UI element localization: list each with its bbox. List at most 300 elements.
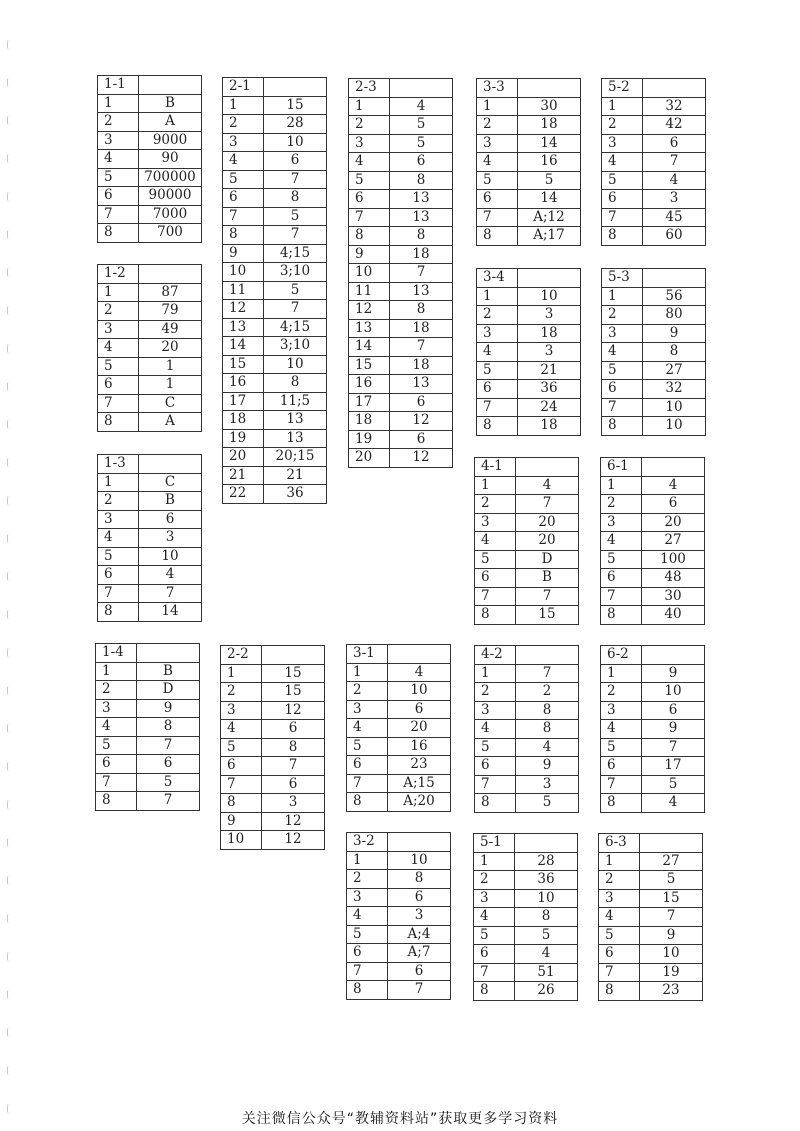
- punch-mark: [7, 838, 11, 847]
- question-number: 6: [347, 756, 388, 775]
- answer-value: 14: [139, 603, 202, 622]
- answer-value: 20: [388, 719, 451, 738]
- table-row: [475, 757, 579, 776]
- punch-mark: [7, 724, 11, 733]
- table-title-blank: [139, 76, 202, 95]
- answer-value: 4;15: [264, 244, 327, 263]
- question-number: 3: [98, 320, 139, 339]
- table-title: 1-4: [96, 644, 137, 663]
- answer-value: 11;5: [264, 392, 327, 411]
- answer-value: 5: [518, 171, 581, 190]
- table-row: [98, 584, 202, 603]
- answer-value: B: [139, 94, 202, 113]
- table-row: [98, 94, 202, 113]
- answer-value: 4: [643, 171, 706, 190]
- answer-value: 12: [390, 449, 453, 468]
- table-row: [347, 774, 451, 793]
- question-number: 4: [601, 720, 642, 739]
- answer-value: 1: [139, 376, 202, 395]
- answer-value: A;17: [518, 227, 581, 246]
- table-row: [349, 97, 453, 116]
- question-number: 4: [474, 908, 515, 927]
- table-row: [475, 683, 579, 702]
- answer-value: 10: [515, 889, 578, 908]
- table-title-blank: [643, 269, 706, 288]
- table-row: [347, 737, 451, 756]
- question-number: 4: [221, 720, 262, 739]
- answer-value: A;7: [388, 944, 451, 963]
- answer-table-4-1: [474, 457, 579, 625]
- question-number: 3: [599, 889, 640, 908]
- table-row: [475, 606, 579, 625]
- table-title-blank: [139, 455, 202, 474]
- answer-value: 15: [516, 606, 579, 625]
- table-row: [223, 448, 327, 467]
- punch-mark: [7, 762, 11, 771]
- answer-value: 5: [137, 773, 200, 792]
- question-number: 5: [474, 926, 515, 945]
- table-row: [96, 699, 200, 718]
- table-row: [601, 513, 705, 532]
- table-row: [602, 287, 706, 306]
- table-title-blank: [516, 646, 579, 665]
- answer-value: D: [137, 681, 200, 700]
- question-number: 6: [477, 380, 518, 399]
- table-row: [347, 663, 451, 682]
- question-number: 15: [349, 356, 390, 375]
- table-title-blank: [518, 79, 581, 98]
- table-row: [477, 116, 581, 135]
- question-number: 1: [601, 476, 642, 495]
- question-number: 6: [602, 380, 643, 399]
- answer-value: 20;15: [264, 448, 327, 467]
- question-number: 7: [98, 394, 139, 413]
- question-number: 11: [223, 281, 264, 300]
- table-row: [602, 380, 706, 399]
- question-number: 8: [347, 793, 388, 812]
- table-header-row: [599, 834, 703, 853]
- answer-value: 8: [515, 908, 578, 927]
- answer-value: 7: [516, 495, 579, 514]
- answer-value: 18: [390, 356, 453, 375]
- table-row: [349, 171, 453, 190]
- answer-value: 28: [264, 115, 327, 134]
- answer-value: 5: [640, 871, 703, 890]
- table-row: [477, 306, 581, 325]
- table-header-row: [98, 76, 202, 95]
- question-number: 3: [349, 134, 390, 153]
- answer-value: 6: [390, 393, 453, 412]
- question-number: 10: [223, 263, 264, 282]
- question-number: 4: [475, 720, 516, 739]
- answer-value: 18: [390, 319, 453, 338]
- table-title-blank: [516, 458, 579, 477]
- table-header-row: [96, 644, 200, 663]
- answer-value: 5: [390, 134, 453, 153]
- table-row: [599, 982, 703, 1001]
- answer-value: 8: [643, 343, 706, 362]
- table-header-row: [474, 834, 578, 853]
- punch-mark: [7, 268, 11, 277]
- table-row: [474, 871, 578, 890]
- answer-value: 3: [388, 907, 451, 926]
- table-row: [98, 113, 202, 132]
- table-row: [223, 485, 327, 504]
- question-number: 1: [223, 96, 264, 115]
- answer-value: 4: [139, 566, 202, 585]
- table-row: [347, 981, 451, 1000]
- table-row: [475, 587, 579, 606]
- question-number: 4: [601, 532, 642, 551]
- table-row: [349, 282, 453, 301]
- table-row: [96, 773, 200, 792]
- table-row: [98, 529, 202, 548]
- answer-value: 19: [640, 963, 703, 982]
- answer-value: 9000: [139, 131, 202, 150]
- table-row: [601, 738, 705, 757]
- question-number: 2: [477, 116, 518, 135]
- table-title: 6-2: [601, 646, 642, 665]
- answer-value: 8: [137, 718, 200, 737]
- answer-value: B: [139, 492, 202, 511]
- answer-value: 8: [390, 301, 453, 320]
- table-row: [477, 208, 581, 227]
- question-number: 3: [221, 701, 262, 720]
- answer-value: 13: [390, 282, 453, 301]
- question-number: 7: [98, 584, 139, 603]
- table-row: [349, 412, 453, 431]
- answer-value: 12: [262, 831, 325, 850]
- answer-value: 10: [642, 683, 705, 702]
- answer-value: 18: [518, 324, 581, 343]
- question-number: 4: [223, 152, 264, 171]
- question-number: 8: [601, 606, 642, 625]
- question-number: 3: [98, 131, 139, 150]
- table-title-blank: [388, 645, 451, 664]
- question-number: 5: [602, 171, 643, 190]
- answer-table-1-4: [95, 643, 200, 811]
- answer-value: 8: [516, 701, 579, 720]
- table-row: [602, 153, 706, 172]
- question-number: 6: [475, 569, 516, 588]
- question-number: 5: [347, 925, 388, 944]
- answer-value: 7: [137, 792, 200, 811]
- answer-table-3-3: [476, 78, 581, 246]
- answer-value: 10: [643, 398, 706, 417]
- question-number: 8: [98, 224, 139, 243]
- table-row: [221, 831, 325, 850]
- answer-value: 6: [390, 153, 453, 172]
- table-header-row: [349, 79, 453, 98]
- table-row: [347, 925, 451, 944]
- question-number: 7: [601, 775, 642, 794]
- answer-value: 3: [139, 529, 202, 548]
- question-number: 2: [98, 302, 139, 321]
- answer-table-2-2: [220, 645, 325, 850]
- answer-value: 32: [643, 380, 706, 399]
- answer-value: 8: [264, 189, 327, 208]
- question-number: 7: [349, 208, 390, 227]
- table-row: [98, 131, 202, 150]
- table-row: [223, 355, 327, 374]
- answer-value: 5: [515, 926, 578, 945]
- table-row: [223, 152, 327, 171]
- table-row: [349, 245, 453, 264]
- answer-value: 36: [515, 871, 578, 890]
- answer-value: 90: [139, 150, 202, 169]
- table-title-blank: [643, 79, 706, 98]
- answer-value: 10: [139, 547, 202, 566]
- answer-value: 27: [642, 532, 705, 551]
- answer-value: 30: [642, 587, 705, 606]
- answer-value: 3: [643, 190, 706, 209]
- table-row: [223, 429, 327, 448]
- question-number: 21: [223, 466, 264, 485]
- question-number: 7: [347, 774, 388, 793]
- table-row: [475, 569, 579, 588]
- question-number: 2: [347, 682, 388, 701]
- answer-value: 12: [262, 701, 325, 720]
- table-title: 2-2: [221, 646, 262, 665]
- question-number: 3: [96, 699, 137, 718]
- answer-value: 13: [390, 208, 453, 227]
- answer-value: D: [516, 550, 579, 569]
- question-number: 3: [602, 324, 643, 343]
- answer-value: C: [139, 394, 202, 413]
- question-number: 1: [98, 473, 139, 492]
- question-number: 3: [474, 889, 515, 908]
- answer-value: 17: [642, 757, 705, 776]
- table-row: [349, 301, 453, 320]
- question-number: 8: [474, 982, 515, 1001]
- answer-value: 7: [264, 226, 327, 245]
- table-row: [349, 116, 453, 135]
- question-number: 4: [347, 719, 388, 738]
- question-number: 3: [477, 134, 518, 153]
- question-number: 4: [477, 343, 518, 362]
- answer-value: B: [137, 662, 200, 681]
- answer-value: 23: [388, 756, 451, 775]
- question-number: 6: [601, 757, 642, 776]
- table-row: [347, 756, 451, 775]
- answer-value: 15: [262, 664, 325, 683]
- question-number: 2: [477, 306, 518, 325]
- table-row: [98, 603, 202, 622]
- answer-value: 16: [518, 153, 581, 172]
- question-number: 12: [349, 301, 390, 320]
- table-row: [349, 134, 453, 153]
- answer-value: 7: [388, 981, 451, 1000]
- question-number: 7: [602, 398, 643, 417]
- question-number: 2: [601, 495, 642, 514]
- answer-value: 8: [390, 171, 453, 190]
- table-row: [477, 361, 581, 380]
- question-number: 4: [96, 718, 137, 737]
- question-number: 1: [599, 852, 640, 871]
- table-title: 3-2: [347, 833, 388, 852]
- table-header-row: [477, 269, 581, 288]
- table-row: [475, 775, 579, 794]
- question-number: 5: [98, 357, 139, 376]
- question-number: 9: [223, 244, 264, 263]
- table-row: [602, 306, 706, 325]
- table-row: [96, 662, 200, 681]
- question-number: 5: [223, 170, 264, 189]
- question-number: 3: [475, 513, 516, 532]
- answer-value: 4: [642, 476, 705, 495]
- table-row: [601, 495, 705, 514]
- question-number: 6: [98, 187, 139, 206]
- table-row: [477, 343, 581, 362]
- question-number: 1: [349, 97, 390, 116]
- question-number: 7: [601, 587, 642, 606]
- table-title-blank: [518, 269, 581, 288]
- question-number: 2: [474, 871, 515, 890]
- table-row: [221, 757, 325, 776]
- table-row: [98, 224, 202, 243]
- answer-value: 700000: [139, 168, 202, 187]
- answer-table-4-2: [474, 645, 579, 813]
- answer-value: 5: [516, 794, 579, 813]
- question-number: 4: [349, 153, 390, 172]
- answer-value: 9: [640, 926, 703, 945]
- table-title-blank: [642, 646, 705, 665]
- table-row: [602, 97, 706, 116]
- table-row: [221, 794, 325, 813]
- answer-value: B: [516, 569, 579, 588]
- answer-value: 27: [643, 361, 706, 380]
- table-row: [223, 244, 327, 263]
- question-number: 8: [98, 413, 139, 432]
- question-number: 1: [602, 97, 643, 116]
- table-row: [602, 227, 706, 246]
- table-row: [223, 374, 327, 393]
- question-number: 13: [223, 318, 264, 337]
- answer-value: 7: [137, 736, 200, 755]
- answer-value: 32: [643, 97, 706, 116]
- question-number: 1: [475, 476, 516, 495]
- answer-table-6-3: [598, 833, 703, 1001]
- answer-value: 10: [518, 287, 581, 306]
- table-row: [475, 495, 579, 514]
- question-number: 8: [349, 227, 390, 246]
- table-row: [349, 356, 453, 375]
- table-row: [98, 566, 202, 585]
- table-row: [349, 338, 453, 357]
- question-number: 5: [98, 168, 139, 187]
- answer-value: 20: [516, 513, 579, 532]
- question-number: 16: [349, 375, 390, 394]
- answer-value: 23: [640, 982, 703, 1001]
- question-number: 2: [475, 495, 516, 514]
- table-row: [601, 701, 705, 720]
- answer-value: 6: [642, 701, 705, 720]
- question-number: 3: [347, 700, 388, 719]
- answer-value: 6: [388, 888, 451, 907]
- answer-value: 79: [139, 302, 202, 321]
- answer-value: 8: [264, 374, 327, 393]
- punch-mark: [7, 230, 11, 239]
- answer-value: 1: [139, 357, 202, 376]
- question-number: 6: [601, 569, 642, 588]
- question-number: 8: [599, 982, 640, 1001]
- question-number: 5: [601, 550, 642, 569]
- answer-value: 7: [262, 757, 325, 776]
- table-row: [347, 793, 451, 812]
- answer-value: 3;10: [264, 337, 327, 356]
- answer-value: 9: [642, 664, 705, 683]
- question-number: 14: [349, 338, 390, 357]
- answer-value: 27: [640, 852, 703, 871]
- question-number: 2: [349, 116, 390, 135]
- question-number: 11: [349, 282, 390, 301]
- question-number: 2: [599, 871, 640, 890]
- question-number: 6: [602, 190, 643, 209]
- answer-value: 100: [642, 550, 705, 569]
- question-number: 5: [349, 171, 390, 190]
- question-number: 14: [223, 337, 264, 356]
- table-row: [221, 812, 325, 831]
- question-number: 4: [477, 153, 518, 172]
- answer-value: 36: [518, 380, 581, 399]
- question-number: 2: [223, 115, 264, 134]
- table-row: [223, 170, 327, 189]
- question-number: 4: [602, 153, 643, 172]
- question-number: 3: [475, 701, 516, 720]
- answer-value: 5: [264, 281, 327, 300]
- table-row: [223, 189, 327, 208]
- question-number: 3: [601, 513, 642, 532]
- answer-value: 42: [643, 116, 706, 135]
- table-row: [223, 281, 327, 300]
- table-row: [602, 134, 706, 153]
- answer-value: C: [139, 473, 202, 492]
- question-number: 4: [98, 150, 139, 169]
- punch-mark: [7, 116, 11, 125]
- question-number: 7: [221, 775, 262, 794]
- table-row: [601, 757, 705, 776]
- table-row: [601, 532, 705, 551]
- answer-value: 7: [390, 264, 453, 283]
- table-row: [98, 394, 202, 413]
- table-row: [599, 963, 703, 982]
- table-row: [475, 532, 579, 551]
- table-row: [221, 664, 325, 683]
- answer-value: A;12: [518, 208, 581, 227]
- question-number: 3: [602, 134, 643, 153]
- answer-value: 12: [390, 412, 453, 431]
- table-header-row: [602, 269, 706, 288]
- answer-value: 49: [139, 320, 202, 339]
- question-number: 1: [477, 287, 518, 306]
- table-row: [349, 430, 453, 449]
- table-title: 2-1: [223, 78, 264, 97]
- question-number: 7: [474, 963, 515, 982]
- question-number: 3: [477, 324, 518, 343]
- table-row: [601, 720, 705, 739]
- table-row: [601, 775, 705, 794]
- table-row: [602, 208, 706, 227]
- table-row: [474, 945, 578, 964]
- answer-table-6-1: [600, 457, 705, 625]
- table-title: 1-2: [98, 265, 139, 284]
- table-row: [347, 944, 451, 963]
- answer-value: 6: [388, 700, 451, 719]
- answer-value: 15: [640, 889, 703, 908]
- table-row: [347, 851, 451, 870]
- table-row: [223, 226, 327, 245]
- answer-value: 10: [643, 417, 706, 436]
